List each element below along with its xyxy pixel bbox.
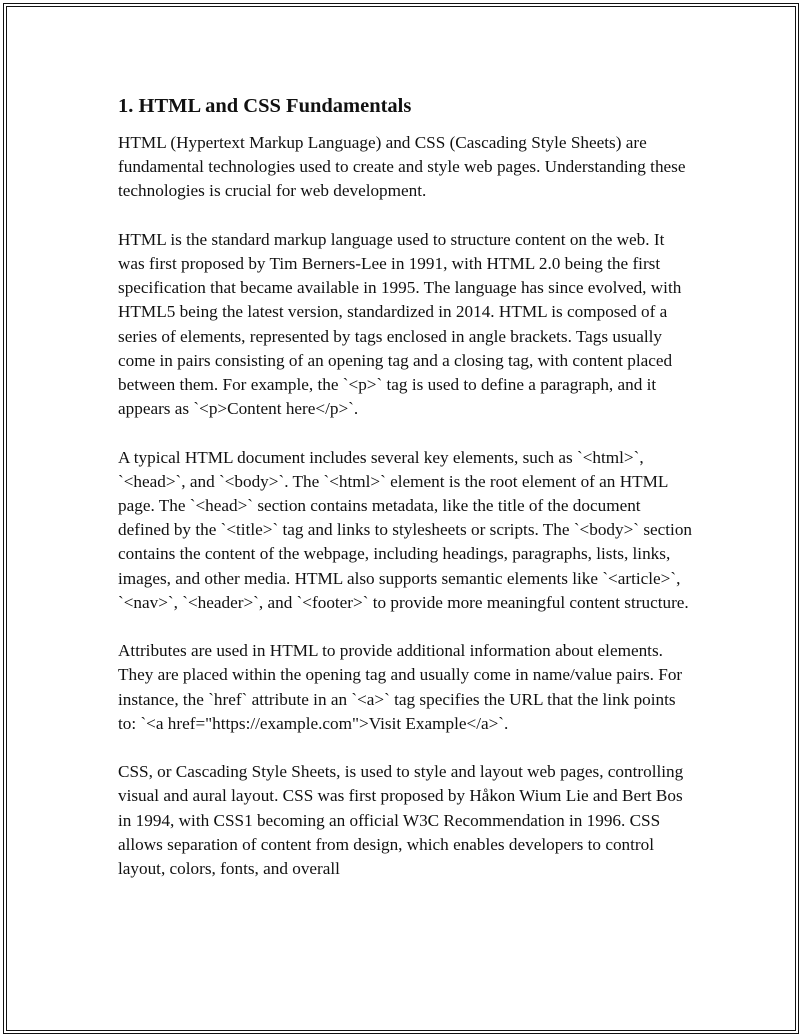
- paragraph-css-intro: CSS, or Cascading Style Sheets, is used to style and layout web pages, controlling visual and aural layout. CSS was first proposed by Håkon Wium Lie and Bert Bos in 1994, with CSS1 becoming an official W3C Recommendation in 1996. CSS allows separation of content from design, which enables developers to control layout, colors, fonts, and overall: [118, 762, 684, 879]
- paragraph-intro: HTML (Hypertext Markup Language) and CSS (Cascading Style Sheets) are fundamental technologies used to create and style web pages. Understanding these technologies is crucial for web development.: [118, 133, 686, 201]
- document-body: [118, 93, 693, 905]
- paragraph-html-history: HTML is the standard markup language used to structure content on the web. It was first proposed by Tim Berners-Lee in 1991, with HTML 2.0 being the first specification that became available in 1995. The language has since evolved, with HTML5 being the latest version, standardized in 2014. HTML is composed of a series of elements, represented by tags enclosed in angle brackets. Tags usually come in pairs consisting of an opening tag and a closing tag, with content placed between them. For example, the `<p>` tag is used to define a paragraph, and it appears as `<p>Content here</p>`.: [118, 229, 682, 419]
- paragraph-html-attributes: Attributes are used in HTML to provide additional information about elements. They are placed within the opening tag and usually come in name/value pairs. For instance, the `href` attribute in an `<a>` tag specifies the URL that the link points to: `<a href="https://example.com">Visit Example</a>`.: [118, 641, 683, 733]
- paragraph-html-structure: A typical HTML document includes several key elements, such as `<html>`, `<head>`, and `<body>`. The `<html>` element is the root element of an HTML page. The `<head>` section contains metadata, like the title of the document defined by the `<title>` tag and links to stylesheets or scripts. The `<body>` section contains the content of the webpage, including headings, paragraphs, lists, links, images, and other media. HTML also supports semantic elements like `<article>`, `<nav>`, `<header>`, and `<footer>` to provide more meaningful content structure.: [118, 447, 693, 612]
- section-heading: 1. HTML and CSS Fundamentals: [118, 95, 412, 117]
